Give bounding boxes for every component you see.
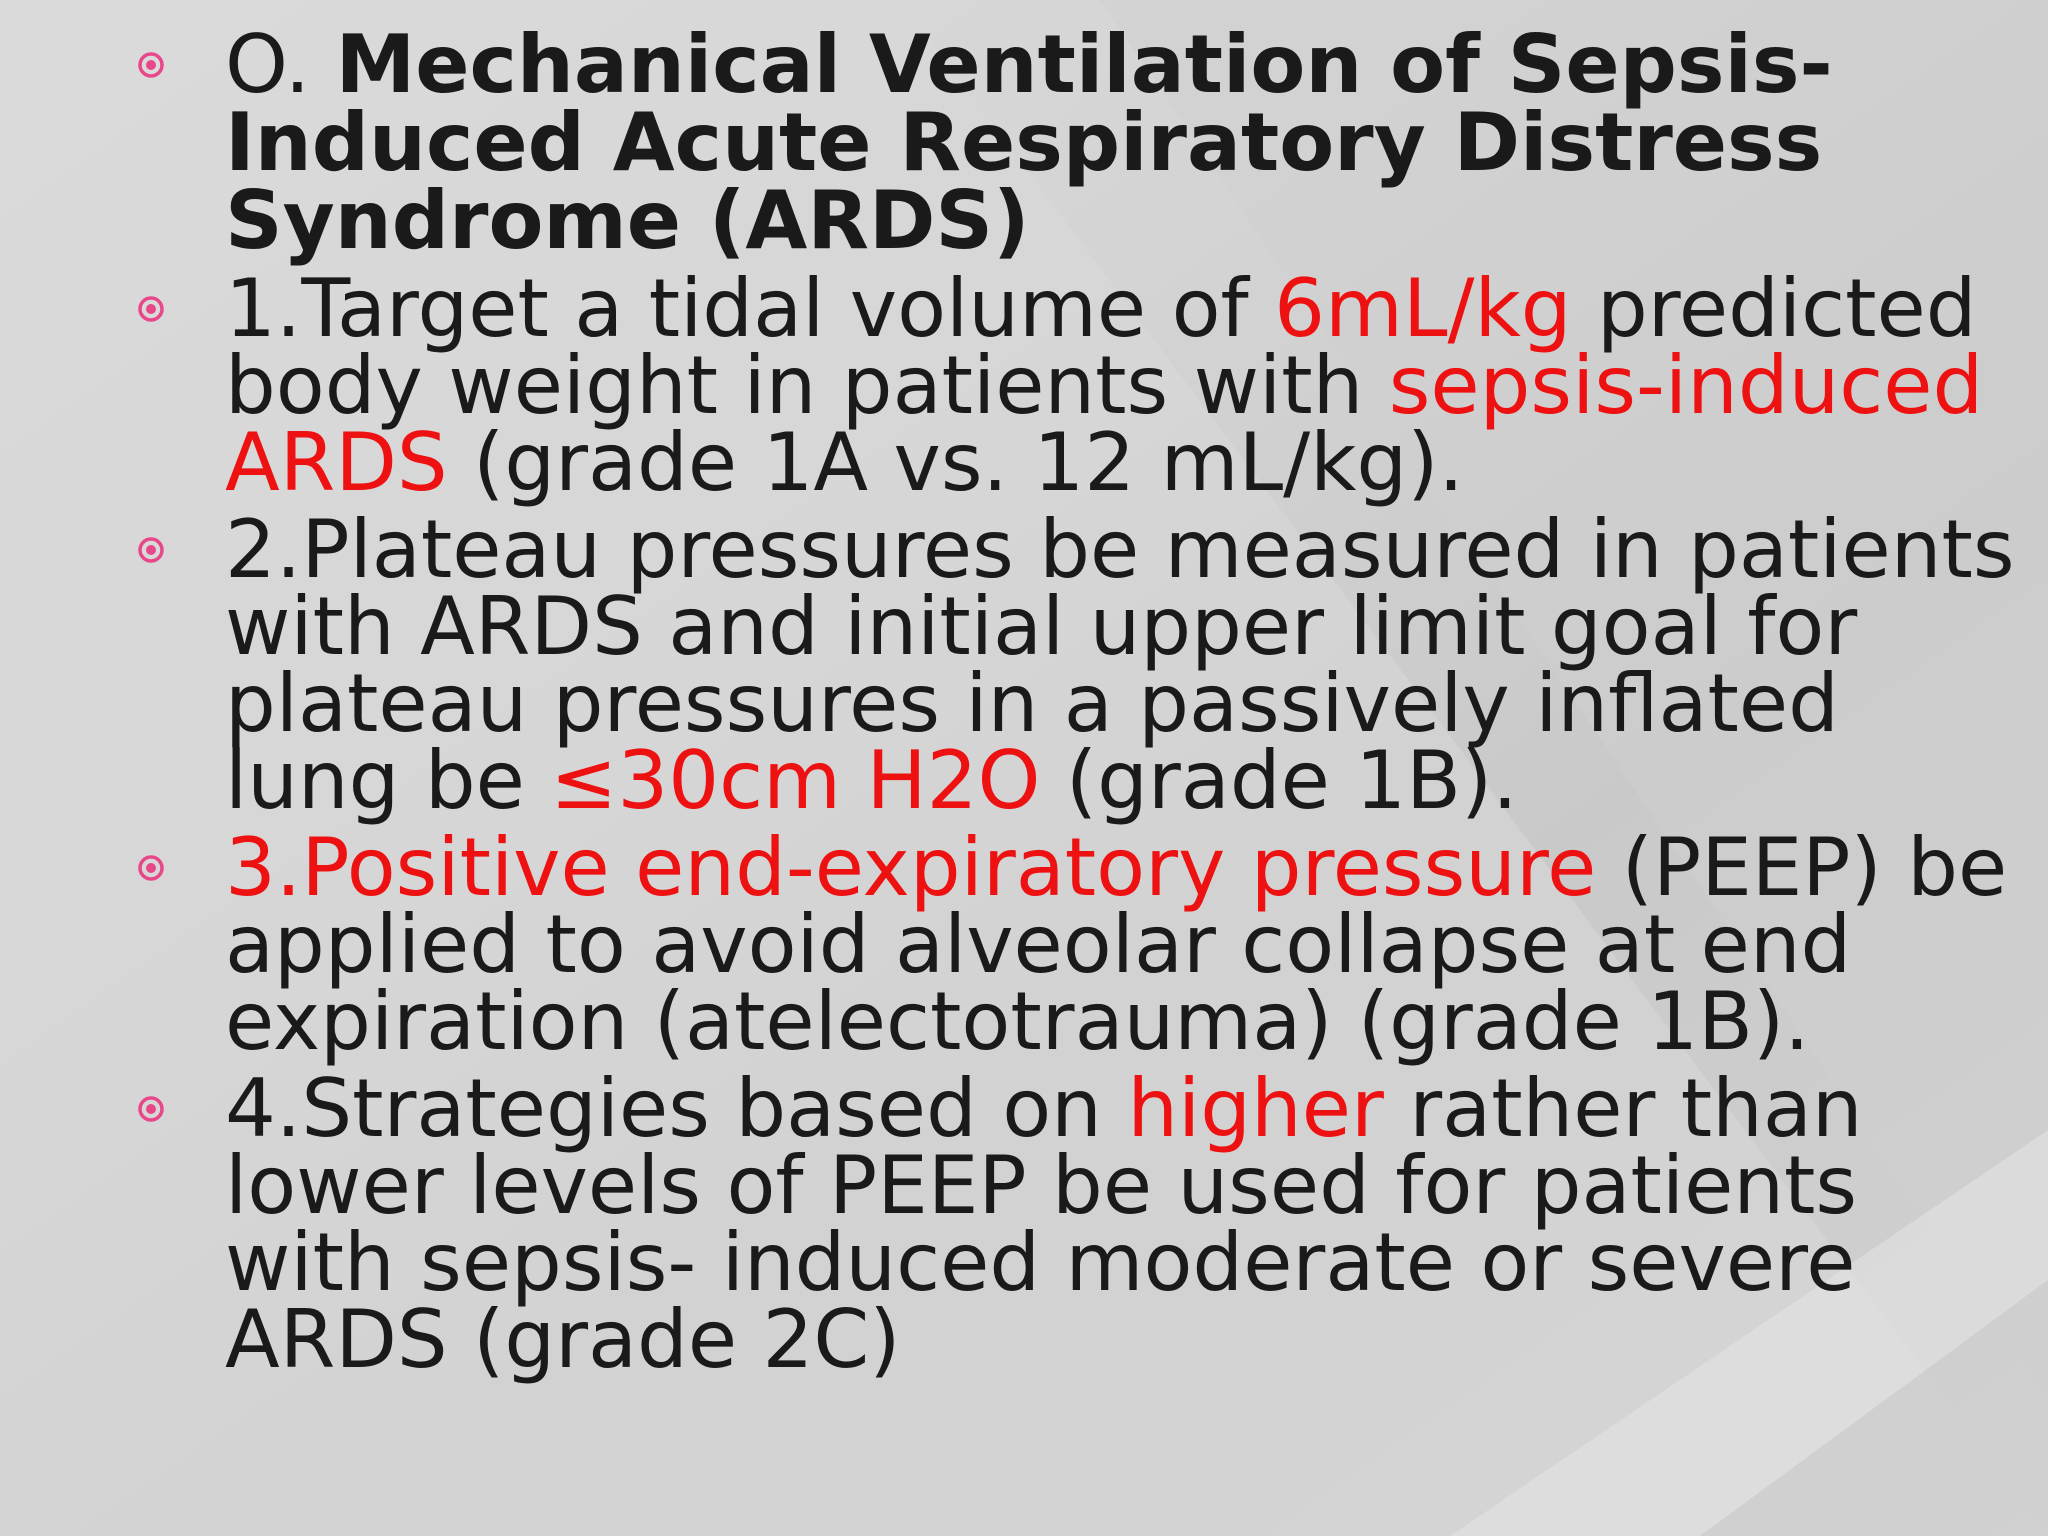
slide-content [138, 18, 2018, 1386]
bullet-2-highlight-pressure: ≤30cm H2O [550, 734, 1041, 827]
bullet-circle-icon [138, 1096, 164, 1122]
bullet-1 [138, 262, 2018, 509]
bullet-1-text: (grade 1A vs. 12 mL/kg). [447, 416, 1464, 509]
bullet-4-text: 4.Strategies based on [225, 1062, 1128, 1155]
bullet-circle-icon [138, 537, 164, 563]
slide-title: Mechanical Ventilation of Sepsis-Induced Acute Respiratory Distress Syndrome (ARDS) [225, 18, 1833, 267]
bullet-3-text: (PEEP) be applied to avoid alveolar collapse at end expiration (atelectotrauma) (grade 1B). [225, 821, 2008, 1068]
bullet-1-highlight-ards: sepsis-induced ARDS [225, 339, 1984, 509]
bullet-1-text: 1.Target a tidal volume of [225, 262, 1275, 355]
bullet-2 [138, 503, 2018, 827]
title-lead: O. [225, 18, 336, 111]
bullet-2-text: 2.Plateau pressures be measured in patients with ARDS and initial upper limit goal for plateau pressures in a passively inflated lung be [225, 503, 2015, 827]
bullet-4 [138, 1062, 2018, 1386]
bullet-circle-icon [138, 296, 164, 322]
bullet-3 [138, 821, 2018, 1068]
bullet-title [138, 18, 2018, 267]
bullet-3-highlight-peep: 3.Positive end-expiratory pressure [225, 821, 1597, 914]
bullet-1-text: predicted body weight in patients with [225, 262, 1977, 432]
bullet-circle-icon [138, 52, 164, 78]
bullet-circle-icon [138, 855, 164, 881]
bullet-4-text: rather than lower levels of PEEP be used for patients with sepsis- induced moderate or severe ARDS (grade 2C) [225, 1062, 1863, 1386]
bullet-4-highlight-higher: higher [1127, 1062, 1384, 1155]
bullet-2-text: (grade 1B). [1040, 734, 1518, 827]
bullet-1-highlight-volume: 6mL/kg [1274, 262, 1572, 355]
